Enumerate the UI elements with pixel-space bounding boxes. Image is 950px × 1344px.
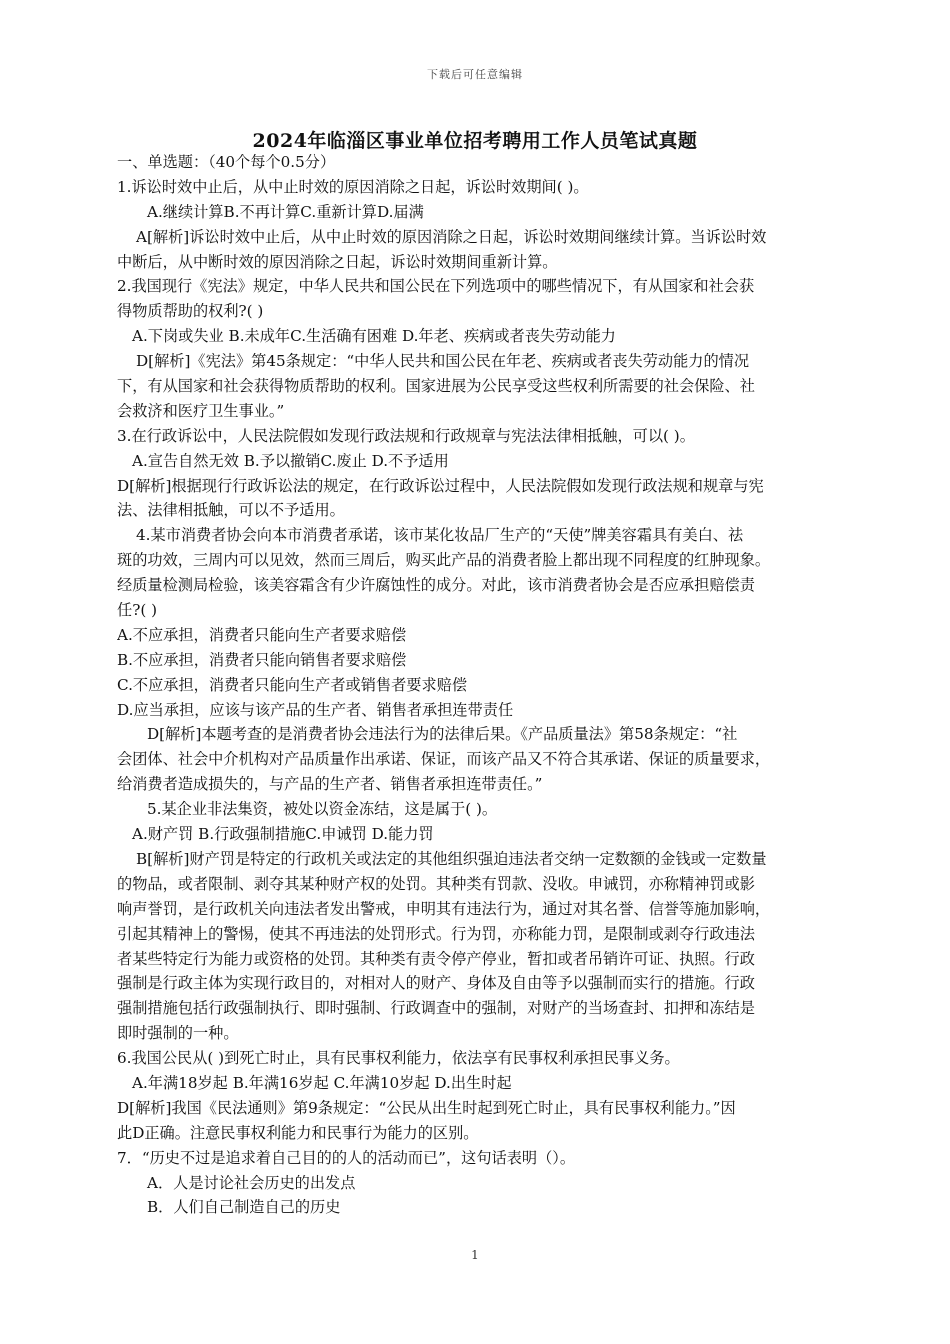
page-number: 1 <box>471 1248 479 1262</box>
text-line: 即时强制的一种。 <box>117 1024 239 1043</box>
text-line: 的物品，或者限制、剥夺其某种财产权的处罚。其种类有罚款、没收。申诫罚，亦称精神罚或影 <box>117 874 755 893</box>
text-line: 强制措施包括行政强制执行、即时强制、行政调查中的强制，对财产的当场查封、扣押和冻结是 <box>117 999 755 1018</box>
text-line: 5.某企业非法集资，被处以资金冻结，这是属于( )。 <box>147 800 498 819</box>
text-line: 中断后，从中断时效的原因消除之日起，诉讼时效期间重新计算。 <box>117 252 558 271</box>
text-line: A.宣告自然无效 B.予以撤销C.废止 D.不予适用 <box>132 451 449 470</box>
text-line: B.不应承担，消费者只能向销售者要求赔偿 <box>117 650 407 669</box>
text-line: D[解析]根据现行行政诉讼法的规定，在行政诉讼过程中，人民法院假如发现行政法规和规章与宪 <box>117 476 764 495</box>
text-line: 2.我国现行《宪法》规定，中华人民共和国公民在下列选项中的哪些情况下，有从国家和社会获 <box>117 277 755 296</box>
text-line: 响声誉罚，是行政机关向违法者发出警戒，申明其有违法行为，通过对其名誉、信誉等施加影响， <box>117 899 771 918</box>
text-line: A.不应承担，消费者只能向生产者要求赔偿 <box>117 625 407 644</box>
page-header: 下载后可任意编辑 <box>427 68 523 81</box>
text-line: 会团体、社会中介机构对产品质量作出承诺、保证，而该产品又不符合其承诺、保证的质量要求， <box>117 750 771 769</box>
text-line: D[解析]我国《民法通则》第9条规定：“公民从出生时起到死亡时止，具有民事权利能力。”因 <box>117 1098 736 1117</box>
document-body <box>117 150 835 1220</box>
text-line: 4.某市消费者协会向本市消费者承诺，该市某化妆品厂生产的“天使”牌美容霜具有美白、祛 <box>136 526 744 545</box>
text-line: 一、单选题：（40个每个0.5分） <box>117 153 336 171</box>
text-line: C.不应承担，消费者只能向生产者或销售者要求赔偿 <box>117 675 468 694</box>
text-line: B[解析]财产罚是特定的行政机关或法定的其他组织强迫违法者交纳一定数额的金钱或一定数量 <box>136 849 767 868</box>
text-line: D.应当承担，应该与该产品的生产者、销售者承担连带责任 <box>117 700 514 719</box>
text-line: 得物质帮助的权利?( ) <box>117 302 264 321</box>
text-line: 3.在行政诉讼中，人民法院假如发现行政法规和行政规章与宪法法律相抵触，可以( )。 <box>117 426 695 445</box>
text-line: A.财产罚 B.行政强制措施C.申诫罚 D.能力罚 <box>132 825 434 844</box>
text-line: D[解析]《宪法》第45条规定：“中华人民共和国公民在年老、疾病或者丧失劳动能力的情况 <box>136 352 750 371</box>
text-line: A[解析]诉讼时效中止后，从中止时效的原因消除之日起，诉讼时效期间继续计算。当诉讼时效 <box>136 227 767 246</box>
document-title: 2024年临淄区事业单位招考聘用工作人员笔试真题 <box>252 130 698 152</box>
text-line: 引起其精神上的警惕，使其不再违法的处罚形式。行为罚，亦称能力罚，是限制或剥夺行政违法 <box>117 924 755 943</box>
text-line: 给消费者造成损失的，与产品的生产者、销售者承担连带责任。” <box>117 775 543 794</box>
text-line: 会救济和医疗卫生事业。” <box>117 401 285 420</box>
text-line: 法、法律相抵触，可以不予适用。 <box>117 501 345 520</box>
text-line: 6.我国公民从( )到死亡时止，具有民事权利能力，依法享有民事权利承担民事义务。 <box>117 1049 680 1068</box>
text-line: A.继续计算B.不再计算C.重新计算D.届满 <box>147 202 424 221</box>
text-line: D[解析]本题考查的是消费者协会违法行为的法律后果。《产品质量法》第58条规定：“社 <box>147 725 738 744</box>
text-line: B．人们自己制造自己的历史 <box>147 1198 341 1217</box>
text-line: 者某些特定行为能力或资格的处罚。其种类有责令停产停业，暂扣或者吊销许可证、执照。行政 <box>117 949 755 968</box>
text-line: 强制是行政主体为实现行政目的，对相对人的财产、身体及自由等予以强制而实行的措施。行政 <box>117 974 755 993</box>
text-line: 此D正确。注意民事权利能力和民事行为能力的区别。 <box>117 1123 479 1142</box>
text-line: 7．“历史不过是追求着自己目的的人的活动而已”，这句话表明（）。 <box>117 1148 576 1167</box>
text-line: 1.诉讼时效中止后，从中止时效的原因消除之日起，诉讼时效期间( )。 <box>117 177 589 196</box>
text-line: A.年满18岁起 B.年满16岁起 C.年满10岁起 D.出生时起 <box>132 1073 512 1092</box>
text-line: 任?( ) <box>117 601 158 620</box>
text-line: 斑的功效，三周内可以见效，然而三周后，购买此产品的消费者脸上都出现不同程度的红肿现象。 <box>117 551 771 570</box>
text-line: A.下岗或失业 B.未成年C.生活确有困难 D.年老、疾病或者丧失劳动能力 <box>132 327 616 346</box>
text-line: 下，有从国家和社会获得物质帮助的权利。国家进展为公民享受这些权利所需要的社会保险、社 <box>117 377 755 396</box>
text-line: A．人是讨论社会历史的出发点 <box>147 1173 356 1192</box>
text-line: 经质量检测局检验，该美容霜含有少许腐蚀性的成分。对此，该市消费者协会是否应承担赔偿责 <box>117 576 755 595</box>
